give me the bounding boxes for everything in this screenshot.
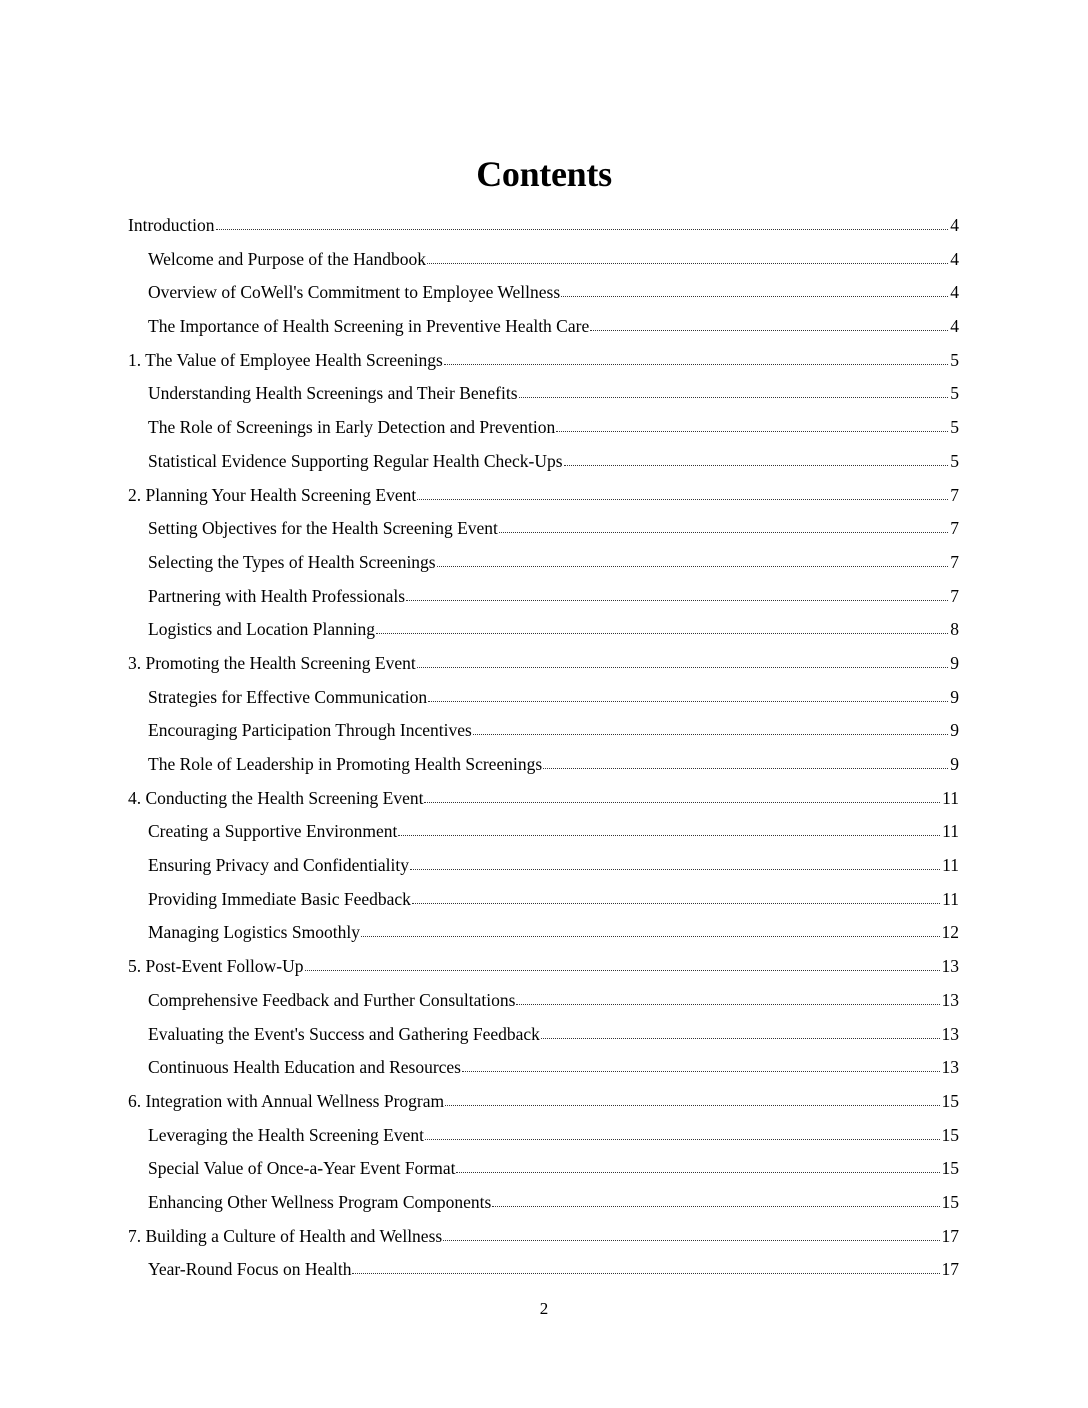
toc-subsection-entry[interactable] — [128, 714, 959, 748]
dot-leader — [561, 295, 948, 297]
toc-section-entry[interactable] — [128, 950, 959, 984]
toc-subsection-entry[interactable] — [128, 1152, 959, 1186]
dot-leader — [541, 1037, 940, 1039]
toc-entry-label[interactable]: Leveraging the Health Screening Event — [148, 1124, 425, 1145]
toc-subsection-entry[interactable] — [128, 916, 959, 950]
toc-entry-page-number[interactable]: 7 — [950, 585, 959, 606]
toc-section-entry[interactable] — [128, 647, 959, 681]
toc-entry-page-number[interactable]: 11 — [942, 787, 959, 808]
dot-leader — [406, 599, 948, 601]
toc-entry-label[interactable]: Understanding Health Screenings and Their Benefits — [148, 383, 518, 404]
dot-leader — [352, 1272, 939, 1274]
toc-entry-page-number[interactable]: 15 — [941, 1158, 959, 1179]
toc-subsection-entry[interactable] — [128, 243, 959, 277]
toc-entry-page-number[interactable]: 9 — [950, 754, 959, 774]
table-of-contents — [128, 209, 959, 1287]
dot-leader — [519, 396, 949, 398]
toc-entry-page-number[interactable]: 15 — [941, 1191, 959, 1212]
dot-leader — [417, 498, 948, 500]
toc-subsection-entry[interactable] — [128, 445, 959, 479]
toc-subsection-entry[interactable] — [128, 849, 959, 883]
toc-entry-label[interactable]: Evaluating the Event's Success and Gathering Feedback — [148, 1023, 540, 1044]
toc-entry-page-number[interactable]: 4 — [950, 282, 959, 303]
toc-entry-page-number[interactable]: 13 — [941, 989, 959, 1010]
toc-entry-page-number[interactable]: 13 — [941, 956, 959, 977]
toc-entry-label[interactable]: 6. Integration with Annual Wellness Program — [128, 1090, 445, 1111]
toc-entry-label[interactable]: The Role of Screenings in Early Detection and Prevention — [148, 417, 556, 438]
toc-subsection-entry[interactable] — [128, 984, 959, 1018]
toc-subsection-entry[interactable] — [128, 1186, 959, 1220]
toc-entry-label[interactable]: Providing Immediate Basic Feedback — [148, 888, 411, 909]
toc-entry-label[interactable]: The Role of Leadership in Promoting Health Screenings — [148, 754, 543, 774]
toc-entry-page-number[interactable]: 15 — [941, 1090, 959, 1111]
toc-entry-page-number[interactable]: 7 — [950, 518, 959, 539]
toc-entry-label[interactable]: 7. Building a Culture of Health and Wellness — [128, 1225, 443, 1246]
toc-section-entry[interactable] — [128, 782, 959, 816]
toc-entry-page-number[interactable]: 7 — [950, 551, 959, 572]
toc-subsection-entry[interactable] — [128, 748, 959, 782]
page-number: 2 — [539, 1299, 549, 1318]
toc-subsection-entry[interactable] — [128, 276, 959, 310]
dot-leader — [543, 767, 948, 769]
toc-subsection-entry[interactable] — [128, 411, 959, 445]
toc-entry-label[interactable]: Ensuring Privacy and Confidentiality — [148, 855, 409, 876]
toc-entry-page-number[interactable]: 4 — [950, 316, 959, 337]
toc-entry-page-number[interactable]: 5 — [950, 450, 959, 471]
toc-subsection-entry[interactable] — [128, 613, 959, 647]
toc-entry-page-number[interactable]: 11 — [942, 855, 959, 876]
dot-leader — [361, 935, 940, 937]
toc-subsection-entry[interactable] — [128, 815, 959, 849]
toc-entry-label[interactable]: Encouraging Participation Through Incentives — [148, 720, 472, 741]
toc-entry-label[interactable]: Logistics and Location Planning — [148, 619, 375, 640]
toc-section-entry[interactable] — [128, 344, 959, 378]
toc-entry-page-number[interactable]: 17 — [941, 1225, 959, 1246]
toc-entry-label[interactable]: 4. Conducting the Health Screening Event — [128, 787, 424, 808]
toc-subsection-entry[interactable] — [128, 1253, 959, 1287]
toc-subsection-entry[interactable] — [128, 580, 959, 614]
toc-entry-label[interactable]: The Importance of Health Screening in Preventive Health Care — [148, 316, 590, 337]
toc-subsection-entry[interactable] — [128, 1051, 959, 1085]
toc-entry-label[interactable]: Introduction — [128, 215, 215, 235]
dot-leader — [492, 1205, 939, 1207]
toc-entry-page-number[interactable]: 11 — [942, 821, 959, 842]
toc-section-entry[interactable] — [128, 1220, 959, 1254]
dot-leader — [445, 1104, 939, 1106]
toc-entry-page-number[interactable]: 7 — [950, 484, 959, 505]
toc-entry-label[interactable]: Continuous Health Education and Resources — [148, 1057, 461, 1078]
toc-entry-page-number[interactable]: 15 — [941, 1124, 959, 1145]
toc-entry-page-number[interactable]: 4 — [950, 215, 959, 235]
toc-section-entry[interactable] — [128, 479, 959, 513]
dot-leader — [398, 834, 940, 836]
dot-leader — [425, 1138, 939, 1140]
toc-subsection-entry[interactable] — [128, 1018, 959, 1052]
dot-leader — [473, 733, 948, 735]
toc-subsection-entry[interactable] — [128, 310, 959, 344]
toc-subsection-entry[interactable] — [128, 512, 959, 546]
toc-entry-page-number[interactable]: 5 — [950, 349, 959, 370]
toc-entry-label[interactable]: Setting Objectives for the Health Screening Event — [148, 518, 498, 539]
toc-entry-label[interactable]: Enhancing Other Wellness Program Components — [148, 1191, 492, 1212]
dot-leader — [424, 801, 940, 803]
toc-entry-label[interactable]: Strategies for Effective Communication — [148, 686, 428, 707]
dot-leader — [412, 902, 940, 904]
dot-leader — [516, 1003, 939, 1005]
toc-entry-label[interactable]: Welcome and Purpose of the Handbook — [148, 248, 427, 269]
toc-entry-label[interactable]: Creating a Supportive Environment — [148, 821, 398, 842]
toc-subsection-entry[interactable] — [128, 546, 959, 580]
toc-section-entry[interactable] — [128, 1085, 959, 1119]
toc-subsection-entry[interactable] — [128, 377, 959, 411]
dot-leader — [499, 531, 948, 533]
toc-entry-page-number[interactable]: 9 — [950, 686, 959, 707]
dot-leader — [456, 1171, 939, 1173]
toc-entry-page-number[interactable]: 11 — [942, 888, 959, 909]
toc-entry-page-number[interactable]: 13 — [941, 1057, 959, 1078]
dot-leader — [410, 868, 940, 870]
dot-leader — [462, 1070, 940, 1072]
dot-leader — [376, 632, 948, 634]
toc-entry-label[interactable]: Managing Logistics Smoothly — [148, 922, 360, 943]
toc-entry-label[interactable]: Overview of CoWell's Commitment to Employee Wellness — [148, 282, 561, 303]
toc-entry-label[interactable]: Year-Round Focus on Health — [148, 1259, 352, 1280]
dot-leader — [437, 565, 949, 567]
dot-leader — [443, 1239, 939, 1241]
toc-entry-label[interactable]: Comprehensive Feedback and Further Consultations — [148, 989, 516, 1010]
dot-leader — [428, 700, 948, 702]
toc-subsection-entry[interactable] — [128, 681, 959, 715]
toc-entry-page-number[interactable]: 12 — [941, 922, 959, 943]
toc-entry-page-number[interactable]: 9 — [950, 720, 959, 741]
toc-entry-label[interactable]: 5. Post-Event Follow-Up — [128, 956, 304, 977]
toc-subsection-entry[interactable] — [128, 1119, 959, 1153]
dot-leader — [417, 666, 949, 668]
dot-leader — [564, 464, 949, 466]
toc-entry-label[interactable]: 1. The Value of Employee Health Screenings — [128, 349, 443, 370]
toc-section-entry[interactable] — [128, 209, 959, 243]
toc-entry-page-number[interactable]: 9 — [950, 652, 959, 673]
dot-leader — [216, 228, 949, 230]
toc-entry-label[interactable]: Statistical Evidence Supporting Regular Health Check-Ups — [148, 450, 563, 471]
page-title: Contents — [476, 154, 612, 195]
dot-leader — [305, 969, 940, 971]
toc-entry-label[interactable]: Partnering with Health Professionals — [148, 585, 406, 606]
toc-entry-page-number[interactable]: 5 — [950, 417, 959, 438]
dot-leader — [590, 329, 948, 331]
toc-entry-page-number[interactable]: 4 — [950, 248, 959, 269]
toc-entry-label[interactable]: Special Value of Once-a-Year Event Format — [148, 1158, 456, 1179]
toc-entry-page-number[interactable]: 5 — [950, 383, 959, 404]
toc-entry-page-number[interactable]: 17 — [941, 1259, 959, 1280]
toc-entry-page-number[interactable]: 8 — [950, 619, 959, 640]
toc-entry-page-number[interactable]: 13 — [941, 1023, 959, 1044]
toc-entry-label[interactable]: 2. Planning Your Health Screening Event — [128, 484, 417, 505]
dot-leader — [427, 262, 948, 264]
dot-leader — [556, 430, 948, 432]
toc-subsection-entry[interactable] — [128, 883, 959, 917]
toc-entry-label[interactable]: Selecting the Types of Health Screenings — [148, 551, 436, 572]
dot-leader — [444, 363, 948, 365]
toc-entry-label[interactable]: 3. Promoting the Health Screening Event — [128, 652, 416, 673]
